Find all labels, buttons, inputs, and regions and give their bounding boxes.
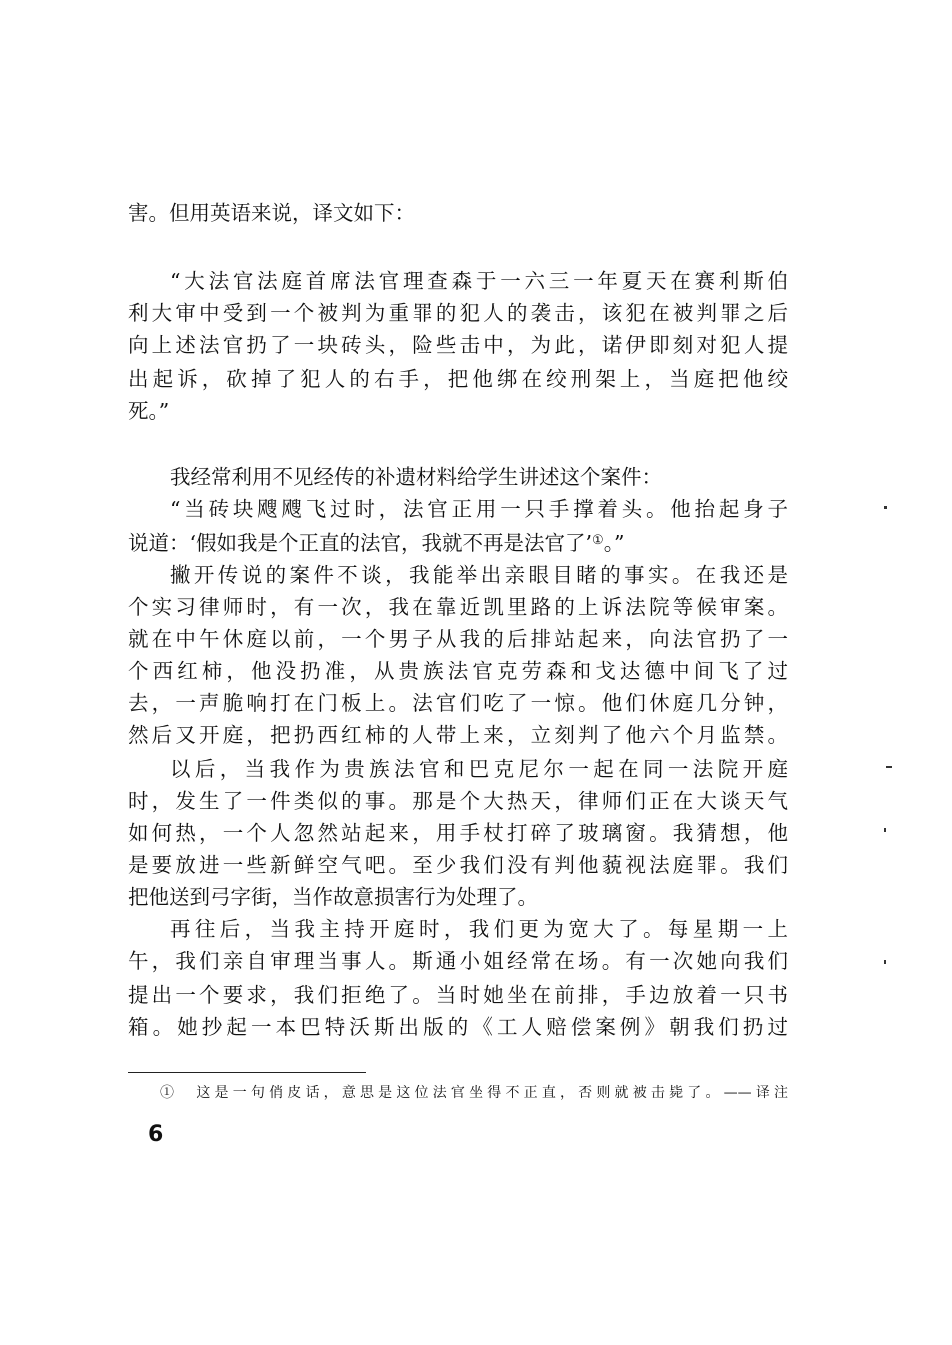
scan-speck — [884, 960, 886, 964]
text-line: 利大审中受到一个被判为重罪的犯人的袭击，该犯在被判罪之后 — [128, 301, 788, 325]
text-line: 时，发生了一件类似的事。那是个大热天，律师们正在大谈天气 — [128, 789, 788, 813]
text-line: 再往后，当我主持开庭时，我们更为宽大了。每星期一上 — [170, 917, 788, 941]
footnote-divider — [128, 1072, 366, 1073]
text-line: “大法官法庭首席法官理查森于一六三一年夏天在赛利斯伯 — [170, 269, 788, 293]
footnote-text: 这是一句俏皮话，意思是这位法官坐得不正直，否则就被击毙了。——译注 — [192, 1085, 789, 1101]
text-line: 午，我们亲自审理当事人。斯通小姐经常在场。有一次她向我们 — [128, 949, 788, 973]
scan-speck — [884, 506, 887, 509]
text-line: 出起诉，砍掉了犯人的右手，把他绑在绞刑架上，当庭把他绞 — [128, 367, 788, 391]
footnote — [160, 1080, 788, 1106]
text-line: 害。但用英语来说，译文如下： — [128, 201, 415, 225]
scan-speck — [884, 828, 886, 832]
footnote-marker: ① — [160, 1085, 179, 1101]
footnote-reference: ① — [592, 533, 604, 548]
text-line: 个实习律师时，有一次，我在靠近凯里路的上诉法院等候审案。 — [128, 595, 788, 619]
text-line: 就在中午休庭以前，一个男子从我的后排站起来，向法官扔了一 — [128, 627, 788, 651]
page-number: 6 — [148, 1122, 164, 1147]
text-line: 我经常利用不见经传的补遗材料给学生讲述这个案件： — [170, 465, 662, 489]
text-line: 去，一声脆响打在门板上。法官们吃了一惊。他们休庭几分钟， — [128, 691, 788, 715]
line-text: 说道：‘假如我是个正直的法官，我就不再是法官了’ — [128, 531, 593, 555]
text-line: 向上述法官扔了一块砖头，险些击中，为此，诺伊即刻对犯人提 — [128, 333, 788, 357]
text-line: 把他送到弓字街，当作故意损害行为处理了。 — [128, 885, 538, 909]
text-line: 死。” — [128, 399, 170, 423]
text-line: 以后，当我作为贵族法官和巴克尼尔一起在同一法院开庭 — [170, 757, 788, 781]
text-line: 提出一个要求，我们拒绝了。当时她坐在前排，手边放着一只书 — [128, 983, 788, 1007]
text-line — [128, 524, 788, 558]
text-line: 撇开传说的案件不谈，我能举出亲眼目睹的事实。在我还是 — [170, 563, 788, 587]
text-line: 个西红柿，他没扔准，从贵族法官克劳森和戈达德中间飞了过 — [128, 659, 788, 683]
text-line: 然后又开庭，把扔西红柿的人带上来，立刻判了他六个月监禁。 — [128, 723, 788, 747]
line-tail: 。” — [603, 531, 625, 555]
scan-speck — [886, 766, 892, 768]
text-line: “当砖块飕飕飞过时，法官正用一只手撑着头。他抬起身子 — [170, 497, 788, 521]
text-line: 箱。她抄起一本巴特沃斯出版的《工人赔偿案例》朝我们扔过 — [128, 1015, 788, 1039]
text-line: 如何热，一个人忽然站起来，用手杖打碎了玻璃窗。我猜想，他 — [128, 821, 788, 845]
text-line: 是要放进一些新鲜空气吧。至少我们没有判他藐视法庭罪。我们 — [128, 853, 788, 877]
